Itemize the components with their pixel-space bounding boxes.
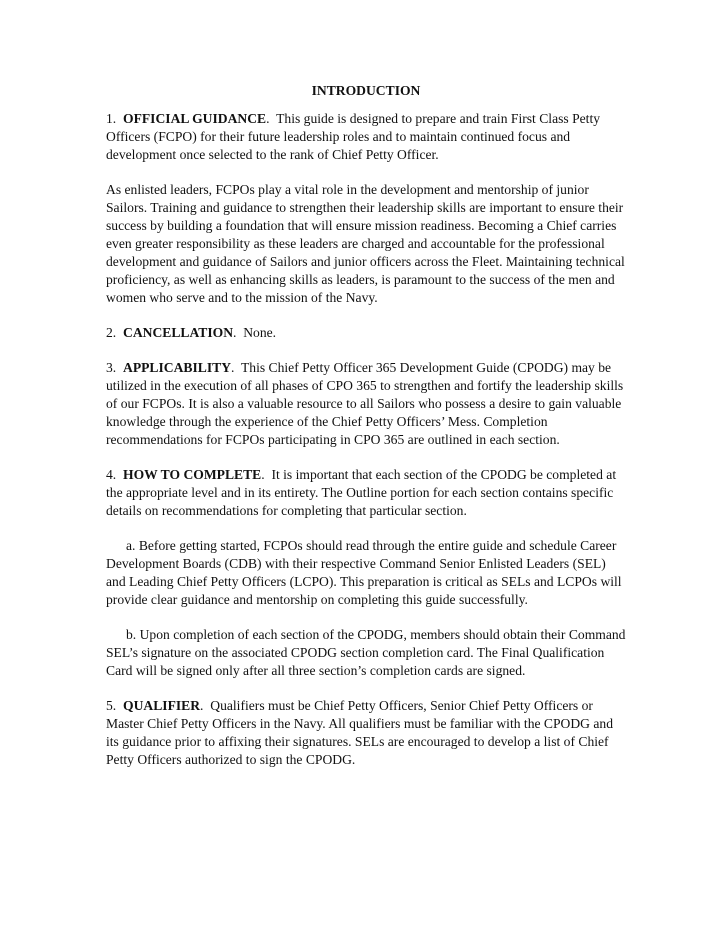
section-text: This Chief Petty Officer 365 Development Guide (CPODG) may be utilized in the execution of all phases of CPO 365 to strengthen and fortify the leadership skills of our FCPOs. It is also a valuable resource to all Sailors who possess a desire to gain valuable knowledge through the experience of the Chief Petty Officers’ Mess. Completion recommendations for FCPOs participating in CPO 365 are outlined in each section. [106,360,624,447]
section-heading: OFFICIAL GUIDANCE [123,111,267,126]
paragraph-enlisted-leaders [106,181,626,307]
section-heading: APPLICABILITY [123,360,232,375]
section-official-guidance: 1. OFFICIAL GUIDANCE. This guide is designed to prepare and train First Class Petty Officers (FCPO) for their future leadership roles and to maintain continued focus and development once selected to the rank of Chief Petty Officer. [106,111,601,162]
section-text: None. [243,325,277,340]
section-number: 4. [106,467,117,482]
section-how-to-complete: 4. HOW TO COMPLETE. It is important that each section of the CPODG be completed at the appropriate level and in its entirety. The Outline portion for each section contains specific details on recommendations for completing that particular section. [106,467,617,518]
section-cancellation: 2. CANCELLATION. None. [106,325,277,340]
section-heading: HOW TO COMPLETE [123,467,262,482]
section-text: This guide is designed to prepare and train First Class Petty Officers (FCPO) for their future leadership roles and to maintain continued focus and development once selected to the rank of Chief Petty Officer. [106,111,601,162]
document-title: INTRODUCTION [311,83,421,98]
section-text: It is important that each section of the CPODG be completed at the appropriate level and in its entirety. The Outline portion for each section contains specific details on recommendations for completing that particular section. [106,467,617,518]
section-qualifier: 5. QUALIFIER. Qualifiers must be Chief Petty Officers, Senior Chief Petty Officers or Master Chief Petty Officers in the Navy. All qualifiers must be familiar with the CPODG and its guidance prior to affixing their signatures. SELs are encouraged to develop a list of Chief Petty Officers authorized to sign the CPODG. [106,698,614,767]
section-number: 5. [106,698,117,713]
section-applicability: 3. APPLICABILITY. This Chief Petty Officer 365 Development Guide (CPODG) may be utilized in the execution of all phases of CPO 365 to strengthen and fortify the leadership skills of our FCPOs. It is also a valuable resource to all Sailors who possess a desire to gain valuable knowledge through the experience of the Chief Petty Officers’ Mess. Completion recommendations for FCPOs participating in CPO 365 are outlined in each section. [106,360,624,447]
subparagraph-a [106,537,626,609]
subparagraph-text: b. Upon completion of each section of the CPODG, members should obtain their Command SEL’s signature on the associated CPODG section completion card. The Final Qualification Card will be signed only after all three section’s completion cards are signed. [106,627,626,678]
section-text: Qualifiers must be Chief Petty Officers, Senior Chief Petty Officers or Master Chief Petty Officers in the Navy. All qualifiers must be familiar with the CPODG and its guidance prior to affixing their signatures. SELs are encouraged to develop a list of Chief Petty Officers authorized to sign the CPODG. [106,698,614,767]
paragraph-text: As enlisted leaders, FCPOs play a vital role in the development and mentorship of junior Sailors. Training and guidance to strengthen their leadership skills are important to ensure their success by building a foundation that will ensure mission readiness. Becoming a Chief carries even greater responsibility as these leaders are charged and accountable for the professional development and guidance of Sailors and junior officers across the Fleet. Maintaining technical proficiency, as well as enhancing skills as leaders, is paramount to the success of the men and women who serve and to the mission of the Navy. [106,182,625,305]
section-heading: QUALIFIER [123,698,201,713]
section-number: 2. [106,325,117,340]
section-heading: CANCELLATION [123,325,234,340]
subparagraph-b [106,626,626,680]
subparagraph-text: a. Before getting started, FCPOs should read through the entire guide and schedule Career Development Boards (CDB) with their respective Command Senior Enlisted Leaders (SEL) and Leading Chief Petty Officers (LCPO). This preparation is critical as SELs and LCPOs will provide clear guidance and mentorship on completing this guide successfully. [106,538,622,607]
document-page [106,82,626,786]
section-number: 1. [106,111,117,126]
section-number: 3. [106,360,117,375]
